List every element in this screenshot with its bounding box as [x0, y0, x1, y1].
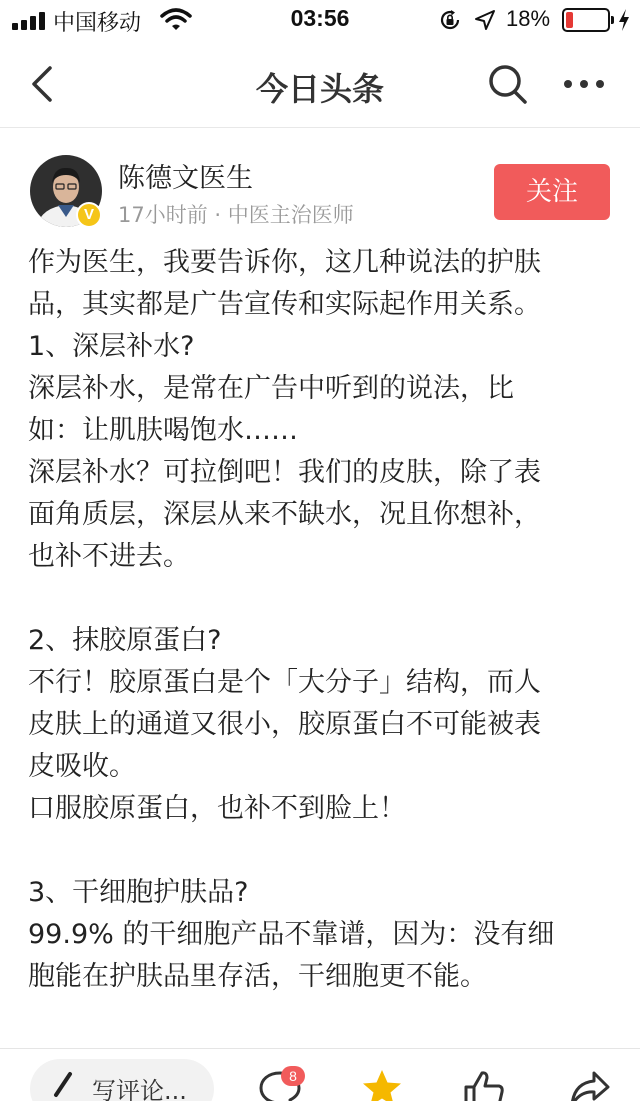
page-title: 今日头条	[255, 70, 384, 108]
article-line: 口服胶原蛋白，也补不到脸上！	[28, 793, 406, 824]
verified-badge-icon: V	[76, 202, 102, 228]
paragraph-spacer	[28, 578, 618, 620]
article-line: 皮肤上的通道又很小，胶原蛋白不可能被表	[28, 709, 541, 740]
article-line: 深层补水，是常在广告中听到的说法，比	[28, 373, 514, 404]
comment-count-badge: 8	[281, 1066, 305, 1086]
nav-bar	[0, 40, 640, 128]
favorite-star-icon[interactable]	[360, 1067, 404, 1101]
article-line: 作为医生，我要告诉你，这几种说法的护肤	[28, 247, 541, 278]
pen-icon	[50, 1071, 76, 1101]
battery-level	[566, 12, 573, 28]
article-line: 如：让肌肤喝饱水……	[28, 415, 298, 446]
carrier-name: 中国移动	[53, 11, 142, 36]
author-meta: 17小时前 · 中医主治医师	[118, 203, 354, 227]
article-line: 3、干细胞护肤品?	[28, 877, 249, 908]
author-name[interactable]: 陈德文医生	[118, 163, 253, 194]
article-line: 面角质层，深层从来不缺水，况且你想补，	[28, 499, 541, 530]
article-line: 2、抹胶原蛋白?	[28, 625, 222, 656]
follow-button[interactable]: 关注	[494, 164, 610, 220]
article-line: 皮吸收。	[28, 751, 136, 782]
status-time: 03:56	[290, 5, 350, 31]
status-bar	[0, 0, 640, 40]
more-dots-icon[interactable]	[560, 62, 608, 106]
comment-placeholder: 写评论...	[92, 1077, 187, 1101]
article-line: 深层补水？可拉倒吧！我们的皮肤，除了表	[28, 457, 541, 488]
rotation-lock-icon	[438, 8, 462, 32]
comment-input[interactable]	[30, 1059, 214, 1101]
charging-bolt-icon	[617, 8, 631, 32]
battery-icon	[562, 8, 610, 32]
battery-percent: 18%	[506, 6, 551, 31]
article-line: 不行！胶原蛋白是个「大分子」结构，而人	[28, 667, 541, 698]
paragraph-spacer	[28, 830, 618, 872]
article-line: 也补不进去。	[28, 541, 190, 572]
like-thumb-icon[interactable]	[462, 1067, 506, 1101]
bottom-action-bar	[0, 1048, 640, 1101]
share-icon[interactable]	[568, 1067, 612, 1101]
article-body	[28, 242, 618, 998]
location-arrow-icon	[474, 9, 496, 31]
article-line: 品，其实都是广告宣传和实际起作用关系。	[28, 289, 541, 320]
article-line: 1、深层补水?	[28, 331, 195, 362]
article-line: 99.9% 的干细胞产品不靠谱，因为：没有细	[28, 919, 555, 950]
search-icon[interactable]	[486, 62, 530, 106]
article-line: 胞能在护肤品里存活，干细胞更不能。	[28, 961, 487, 992]
